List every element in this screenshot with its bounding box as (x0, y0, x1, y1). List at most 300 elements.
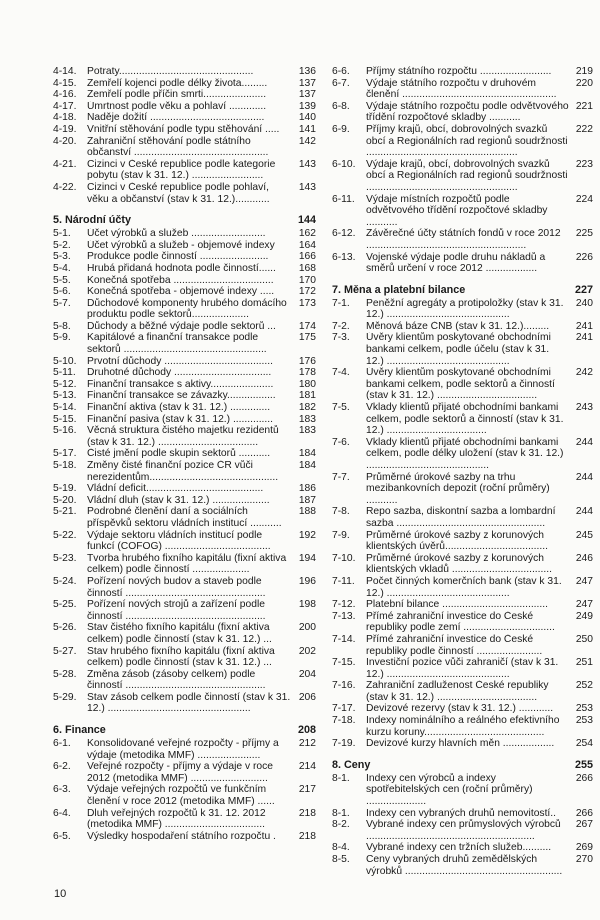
toc-entry (53, 692, 316, 715)
entry-page: 184 (298, 460, 316, 471)
entry-page: 170 (298, 274, 316, 286)
toc-entry (332, 402, 593, 437)
toc-entry (53, 599, 316, 622)
toc-entry (332, 530, 593, 553)
entry-page: 266 (575, 807, 593, 819)
toc-entry (53, 622, 316, 645)
entry-page: 183 (298, 413, 316, 425)
entry-page: 224 (575, 193, 593, 205)
section-heading (332, 284, 593, 296)
toc-entry (53, 367, 316, 379)
entry-number: 7-9. (332, 529, 350, 541)
entry-title: Ceny vybraných druhů zemědělských výrobků ....................................................... (366, 854, 563, 877)
entry-number: 7-16. (332, 680, 356, 692)
entry-page: 225 (575, 228, 593, 240)
toc-entry (53, 808, 316, 831)
entry-page: 243 (575, 402, 593, 414)
entry-page: 143 (298, 181, 316, 193)
entry-title: Vládní dluh (stav k 31. 12.) .................... (87, 494, 270, 506)
section-title: 7. Měna a platební bilance (332, 283, 466, 296)
entry-number: 4-15. (53, 77, 77, 89)
entry-page: 249 (575, 610, 593, 622)
toc-entry (53, 448, 316, 460)
toc-entry (53, 414, 316, 426)
entry-title: Přímé zahraniční investice do České republiky podle činností ....................... (366, 633, 543, 657)
entry-title: Veřejné rozpočty - příjmy a výdaje v roce 2012 (metodika MMF) ........................... (87, 761, 273, 784)
entry-title: Finanční transakce se závazky................. (87, 390, 276, 402)
entry-title: Výdaje krajů, obcí, dobrovolných svazků obcí a Regionálních rad regionů soudržnosti ..................................................... (366, 158, 568, 193)
toc-entry (53, 263, 316, 275)
toc-entry (53, 738, 316, 761)
toc-entry (53, 101, 316, 113)
entry-page: 181 (298, 390, 316, 402)
entry-number: 5-27. (53, 645, 77, 657)
entry-page: 269 (575, 842, 593, 854)
toc-entry (332, 437, 593, 472)
entry-title: Finanční aktiva (stav k 31. 12.) .............. (87, 402, 271, 414)
entry-title: Vládní deficit......................................... (87, 483, 264, 495)
entry-page: 204 (298, 668, 316, 680)
entry-page: 172 (298, 286, 316, 298)
entry-number: 5-3. (53, 251, 71, 263)
entry-page: 196 (298, 575, 316, 587)
entry-page: 206 (298, 691, 316, 703)
entry-number: 5-5. (53, 274, 71, 286)
entry-number: 5-9. (53, 332, 71, 344)
toc-entry (332, 159, 593, 194)
toc-entry (53, 425, 316, 448)
entry-number: 6-1. (53, 738, 71, 750)
entry-page: 241 (575, 320, 593, 332)
entry-title: Druhotné důchody .................................. (87, 367, 272, 379)
entry-title: Závěrečné účty státních fondů v roce 2012 ........................................................ (366, 228, 561, 251)
page-number: 10 (54, 888, 67, 900)
entry-title: Zemřelí podle příčin smrti...................... (87, 89, 267, 101)
entry-number: 7-14. (332, 633, 356, 645)
entry-page: 192 (298, 529, 316, 541)
entry-number: 8-1. (332, 772, 350, 784)
entry-title: Úmrtnost podle věku a pohlaví ............. (87, 100, 267, 112)
entry-number: 5-19. (53, 483, 77, 495)
toc-entry (53, 646, 316, 669)
entry-title: Prvotní důchody ...................................... (87, 355, 273, 367)
toc-entry (53, 112, 316, 124)
toc-entry (53, 124, 316, 136)
entry-title: Výdaje sektoru vládních institucí podle funkcí (COFOG) ..................................... (87, 529, 271, 553)
entry-title: Přímé zahraniční investice do České republiky podle zemí ................................ (366, 610, 555, 634)
entry-number: 4-16. (53, 89, 77, 101)
toc-entry (332, 634, 593, 657)
entry-page: 240 (575, 297, 593, 309)
entry-number: 4-18. (53, 112, 77, 124)
toc-entry (53, 379, 316, 391)
toc-entry (53, 495, 316, 507)
entry-number: 6-10. (332, 158, 356, 170)
entry-number: 5-24. (53, 575, 77, 587)
toc-entry (53, 831, 316, 843)
entry-page: 246 (575, 552, 593, 564)
toc-entry (53, 669, 316, 692)
entry-title: Věcná struktura čistého majetku rezidentů (stav k 31. 12.) ................................... (87, 425, 279, 448)
entry-title: Výdaje státního rozpočtu podle odvětvového třídění rozpočtové skladby ........... (366, 100, 569, 124)
entry-number: 5-22. (53, 529, 77, 541)
toc-entry (53, 784, 316, 807)
entry-page: 139 (298, 100, 316, 112)
entry-page: 218 (298, 807, 316, 819)
entry-number: 5-12. (53, 378, 77, 390)
toc-entry (332, 252, 593, 275)
toc-entry (332, 553, 593, 576)
entry-number: 8-5. (332, 854, 350, 865)
toc-entry (332, 819, 593, 842)
toc-entry (53, 182, 316, 205)
entry-page: 176 (298, 355, 316, 367)
toc-entry (332, 298, 593, 321)
entry-number: 4-17. (53, 100, 77, 112)
entry-page: 218 (298, 830, 316, 842)
toc-entry (53, 761, 316, 784)
entry-title: Potraty............................................... (87, 66, 254, 77)
toc-entry (332, 66, 593, 78)
entry-page: 244 (575, 436, 593, 448)
toc-entry (332, 506, 593, 529)
toc-entry (332, 194, 593, 229)
toc-entry (332, 576, 593, 599)
entry-page: 137 (298, 89, 316, 101)
entry-page: 247 (575, 575, 593, 587)
entry-number: 5-29. (53, 691, 77, 703)
entry-number: 5-21. (53, 506, 77, 518)
toc-entry (53, 240, 316, 252)
toc-entry (332, 703, 593, 715)
entry-title: Dluh veřejných rozpočtů k 31. 12. 2012 (metodika MMF) ................................... (87, 807, 266, 831)
toc-entry (53, 530, 316, 553)
toc-entry (332, 78, 593, 101)
entry-page: 266 (575, 772, 593, 784)
entry-page: 174 (298, 320, 316, 332)
section-page: 144 (297, 214, 316, 227)
entry-number: 8-1. (332, 807, 350, 819)
entry-number: 6-4. (53, 807, 71, 819)
entry-number: 7-18. (332, 715, 356, 727)
entry-number: 4-19. (53, 123, 77, 135)
entry-number: 7-2. (332, 320, 350, 332)
entry-number: 7-13. (332, 610, 356, 622)
entry-title: Tvorba hrubého fixního kapitálu (fixní aktiva celkem) podle činností .................... (87, 552, 287, 576)
entry-title: Důchody a běžné výdaje podle sektorů ... (87, 320, 276, 332)
entry-number: 6-5. (53, 830, 71, 842)
entry-page: 182 (298, 402, 316, 414)
entry-title: Produkce podle činností ........................ (87, 251, 269, 263)
entry-title: Důchodové komponenty hrubého domácího produktu podle sektorů.................... (87, 297, 287, 321)
toc-entry (53, 228, 316, 240)
entry-title: Repo sazba, diskontní sazba a lombardní sazba .................................................... (366, 506, 556, 529)
toc-entry (332, 808, 593, 820)
entry-title: Stav hrubého fixního kapitálu (fixní aktiva celkem) podle činností (stav k 31. 12.) ... (87, 645, 275, 669)
entry-page: 143 (298, 158, 316, 170)
entry-page: 253 (575, 715, 593, 727)
entry-title: Změna zásob (zásoby celkem) podle činností ................................................. (87, 668, 266, 692)
entry-number: 7-11. (332, 575, 355, 587)
section-page: 208 (297, 724, 316, 737)
entry-number: 8-2. (332, 819, 350, 831)
entry-number: 5-2. (53, 239, 71, 251)
section-page: 227 (574, 283, 593, 296)
entry-title: Devizové rezervy (stav k 31. 12.) ............ (366, 703, 554, 715)
entry-title: Výdaje místních rozpočtů podle odvětvového třídění rozpočtové skladby ........... (366, 193, 548, 228)
entry-page: 217 (298, 784, 316, 796)
entry-page: 180 (298, 378, 316, 390)
entry-title: Výdaje veřejných rozpočtů ve funkčním členění v roce 2012 (metodika MMF) ...... (87, 784, 275, 808)
entry-number: 5-14. (53, 402, 77, 414)
entry-page: 175 (298, 332, 316, 344)
entry-page: 242 (575, 367, 593, 379)
entry-page: 198 (298, 599, 316, 611)
toc-entry (53, 460, 316, 483)
entry-page: 184 (298, 448, 316, 460)
entry-page: 244 (575, 506, 593, 518)
toc-entry (332, 101, 593, 124)
entry-title: Průměrné úrokové sazby na trhu mezibankovních depozit (roční průměry) ........... (366, 471, 550, 506)
section-page: 255 (574, 758, 593, 771)
entry-page: 245 (575, 529, 593, 541)
entry-page: 251 (575, 657, 593, 669)
entry-title: Platební bilance ..................................... (366, 599, 548, 611)
entry-title: Vnitřní stěhování podle typu stěhování ..... (87, 123, 280, 135)
entry-number: 6-6. (332, 66, 350, 77)
entry-title: Kapitálové a finanční transakce podle sektorů .................................................. (87, 332, 267, 356)
entry-title: Příjmy státního rozpočtu ......................... (366, 66, 552, 77)
entry-page: 141 (298, 123, 316, 135)
entry-title: Finanční pasiva (stav k 31. 12.) .............. (87, 413, 273, 425)
entry-number: 7-4. (332, 367, 350, 379)
toc-entry (53, 275, 316, 287)
entry-number: 7-1. (332, 297, 350, 309)
toc-entry (53, 402, 316, 414)
entry-title: Pořízení nových strojů a zařízení podle činností ................................................. (87, 599, 266, 622)
toc-entry (53, 298, 316, 321)
entry-number: 4-14. (53, 66, 77, 77)
entry-number: 6-11. (332, 193, 355, 205)
toc-entry (332, 842, 593, 854)
entry-number: 6-7. (332, 77, 350, 89)
entry-page: 136 (298, 66, 316, 77)
entry-page: 220 (575, 77, 593, 89)
entry-number: 5-16. (53, 425, 77, 437)
entry-number: 4-21. (53, 158, 77, 170)
entry-title: Indexy cen výrobců a indexy spotřebitelských cen (roční průměry) ..................... (366, 772, 533, 808)
entry-title: Konečná spotřeba - objemové indexy ..... (87, 286, 275, 298)
entry-title: Vybrané indexy cen tržních služeb.......... (366, 842, 552, 854)
entry-title: Vojenské výdaje podle druhu nákladů a směrů určení v roce 2012 .................. (366, 251, 546, 275)
entry-page: 183 (298, 425, 316, 437)
entry-number: 5-10. (53, 355, 77, 367)
entry-page: 137 (298, 77, 316, 89)
toc-entry (332, 332, 593, 367)
entry-number: 5-1. (53, 228, 71, 240)
toc-entry (53, 89, 316, 101)
entry-page: 186 (298, 483, 316, 495)
entry-number: 7-15. (332, 657, 356, 669)
toc-entry (53, 286, 316, 298)
entry-number: 5-7. (53, 297, 71, 309)
entry-number: 5-4. (53, 262, 71, 274)
toc-entry (53, 390, 316, 402)
entry-page: 142 (298, 135, 316, 147)
toc-entry (53, 332, 316, 355)
entry-title: Čisté jmění podle skupin sektorů ........... (87, 448, 271, 460)
entry-number: 4-22. (53, 181, 77, 193)
entry-page: 241 (575, 332, 593, 344)
toc-entry (332, 738, 593, 750)
entry-number: 6-9. (332, 123, 350, 135)
entry-title: Úvěry klientům poskytované obchodními bankami celkem, podle sektorů a činností (stav k 31. 12.) ................................... (366, 367, 555, 402)
entry-title: Cizinci v České republice podle kategorie pobytu (stav k 31. 12.) ......................... (87, 158, 276, 182)
entry-number: 7-5. (332, 402, 350, 414)
entry-number: 7-17. (332, 703, 356, 715)
entry-number: 7-8. (332, 506, 350, 518)
toc-entry (332, 472, 593, 507)
entry-page: 202 (298, 645, 316, 657)
entry-page: 187 (298, 494, 316, 506)
entry-title: Změny čisté finanční pozice ČR vůči nerezidentům............................................. (87, 460, 279, 483)
entry-number: 6-13. (332, 251, 356, 263)
entry-page: 223 (575, 158, 593, 170)
toc-entry (53, 356, 316, 368)
entry-title: Naděje dožití ........................................ (87, 112, 265, 124)
section-heading (53, 724, 316, 736)
entry-title: Investiční pozice vůči zahraničí (stav k 31. 12.) ........................................... (366, 657, 559, 680)
entry-title: Stav čistého fixního kapitálu (fixní aktiva celkem) podle činností (stav k 31. 12.) ... (87, 622, 272, 645)
entry-number: 5-13. (53, 390, 77, 402)
entry-page: 164 (298, 239, 316, 251)
toc-entry (53, 78, 316, 90)
entry-page: 162 (298, 228, 316, 240)
toc-entry (332, 611, 593, 634)
entry-page: 250 (575, 633, 593, 645)
entry-title: Vybrané indexy cen průmyslových výrobců ........................................................... (366, 819, 561, 842)
toc-entry (332, 657, 593, 680)
entry-number: 5-25. (53, 599, 77, 611)
toc-entry (53, 251, 316, 263)
entry-page: 173 (298, 297, 316, 309)
toc-entry (332, 680, 593, 703)
entry-number: 6-12. (332, 228, 356, 240)
entry-title: Cizinci v České republice podle pohlaví, věku a občanství (stav k 31. 12.)............ (87, 181, 270, 205)
entry-number: 6-3. (53, 784, 71, 796)
entry-number: 6-8. (332, 100, 350, 112)
toc-column-left (53, 66, 316, 842)
section-title: 6. Finance (53, 724, 106, 737)
entry-number: 5-18. (53, 460, 77, 471)
entry-page: 252 (575, 680, 593, 692)
entry-page: 166 (298, 251, 316, 263)
entry-number: 5-20. (53, 494, 77, 506)
entry-page: 200 (298, 622, 316, 634)
entry-title: Zahraniční stěhování podle státního občanství ............................................... (87, 135, 269, 159)
toc-entry (53, 553, 316, 576)
entry-title: Stav zásob celkem podle činností (stav k 31. 12.) .................................................. (87, 691, 291, 715)
entry-number: 7-10. (332, 552, 356, 564)
entry-page: 219 (575, 66, 593, 77)
toc-entry (332, 228, 593, 251)
toc-entry (332, 124, 593, 159)
toc-entry (53, 321, 316, 333)
entry-title: Indexy cen vybraných druhů nemovitostí.. (366, 807, 557, 819)
entry-title: Konečná spotřeba ................................... (87, 274, 274, 286)
entry-page: 188 (298, 506, 316, 518)
entry-title: Průměrné úrokové sazby z korunových klientských úvěrů.................................... (366, 529, 548, 553)
entry-title: Příjmy krajů, obcí, dobrovolných svazků obcí a Regionálních rad regionů soudržnosti ..................................................... (366, 123, 568, 159)
section-title: 8. Ceny (332, 758, 371, 771)
entry-page: 140 (298, 112, 316, 124)
entry-number: 7-3. (332, 332, 350, 344)
entry-title: Peněžní agregáty a protipoložky (stav k 31. 12.) ........................................... (366, 297, 564, 321)
entry-number: 5-26. (53, 622, 77, 634)
toc-entry (332, 321, 593, 333)
entry-number: 5-6. (53, 286, 71, 298)
entry-number: 5-11. (53, 367, 76, 379)
entry-number: 5-8. (53, 320, 71, 332)
entry-title: Účet výrobků a služeb .......................... (87, 228, 266, 240)
toc-entry (53, 483, 316, 495)
entry-title: Zahraniční zadluženost České republiky (stav k 31. 12.) ................................... (366, 680, 549, 703)
entry-title: Měnová báze ČNB (stav k 31. 12.)......... (366, 320, 550, 332)
toc-entry (53, 576, 316, 599)
entry-number: 7-12. (332, 599, 356, 611)
toc-entry (53, 136, 316, 159)
entry-title: Zemřelí kojenci podle délky života......... (87, 77, 268, 89)
entry-number: 6-2. (53, 761, 71, 773)
entry-page: 221 (575, 100, 593, 112)
toc-column-right (332, 66, 593, 877)
entry-page: 168 (298, 262, 316, 274)
entry-title: Počet činných komerčních bank (stav k 31. 12.) ........................................... (366, 575, 562, 599)
entry-title: Průměrné úrokové sazby z korunových klientských vkladů ................................... (366, 552, 552, 576)
entry-title: Finanční transakce s aktivy...................... (87, 378, 274, 390)
entry-number: 7-7. (332, 471, 350, 483)
toc-entry (332, 715, 593, 738)
entry-title: Devizové kurzy hlavních měn .................. (366, 738, 555, 750)
toc-entry (53, 66, 316, 78)
entry-page: 270 (575, 854, 593, 865)
entry-page: 247 (575, 599, 593, 611)
entry-page: 254 (575, 738, 593, 750)
entry-number: 5-28. (53, 668, 77, 680)
toc-entry (332, 773, 593, 808)
toc-entry (332, 599, 593, 611)
toc-entry (53, 506, 316, 529)
entry-page: 222 (575, 123, 593, 135)
toc-entry (332, 367, 593, 402)
entry-page: 226 (575, 251, 593, 263)
entry-title: Indexy nominálního a reálného efektivního kurzu koruny.......................................... (366, 715, 560, 738)
entry-title: Podrobné členění daní a sociálních příspěvků sektoru vládních institucí ........... (87, 506, 282, 529)
section-title: 5. Národní účty (53, 214, 131, 227)
toc-entry (53, 159, 316, 182)
entry-page: 214 (298, 761, 316, 773)
entry-page: 253 (575, 703, 593, 715)
entry-title: Výdaje státního rozpočtu v druhovém členění ...................................................... (366, 77, 557, 101)
entry-title: Úvěry klientům poskytované obchodními bankami celkem, podle účelu (stav k 31. 12.) ........................................... (366, 332, 551, 367)
entry-page: 194 (298, 552, 316, 564)
toc-entry (332, 854, 593, 877)
entry-page: 267 (575, 819, 593, 831)
entry-title: Pořízení nových budov a staveb podle činností ................................................. (87, 575, 266, 599)
section-heading (332, 759, 593, 771)
entry-title: Hrubá přidaná hodnota podle činností...... (87, 262, 276, 274)
entry-number: 7-6. (332, 436, 350, 448)
